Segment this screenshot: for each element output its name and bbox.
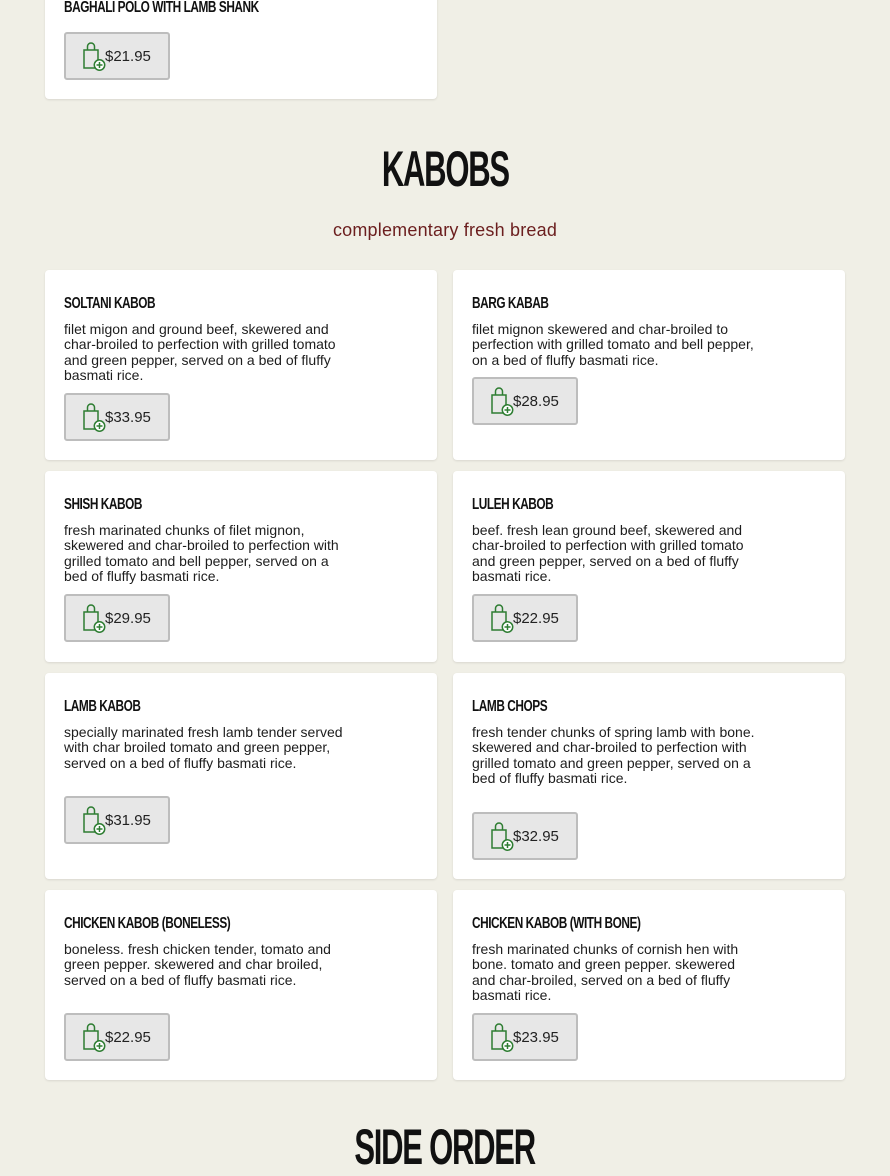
menu-item-card <box>45 270 437 460</box>
item-description: fresh tender chunks of spring lamb with bone. skewered and char-broiled to perfection with grilled tomato and green pepper, served on a bed of fluffy basmati rice. <box>472 724 755 786</box>
item-price: $33.95 <box>105 408 151 426</box>
item-description: filet migon and ground beef, skewered and char-broiled to perfection with grilled tomato and green pepper, served on a bed of fluffy basmati rice. <box>64 321 336 383</box>
shopping-bag-plus-icon <box>489 1022 515 1052</box>
item-description: fresh marinated chunks of cornish hen with bone. tomato and green pepper. skewered and char-broiled, served on a bed of fluffy basmati rice. <box>472 941 739 1003</box>
add-to-cart-button[interactable] <box>472 1013 578 1061</box>
item-title: LAMB KABOB <box>64 698 141 715</box>
add-to-cart-button[interactable] <box>64 393 170 441</box>
menu-item-card <box>453 471 845 662</box>
menu-item-card <box>45 673 437 879</box>
shopping-bag-plus-icon <box>81 1022 107 1052</box>
menu-item-card <box>45 890 437 1080</box>
next-section-title: SIDE ORDER <box>354 1119 536 1175</box>
menu-item-card <box>453 890 845 1080</box>
item-description: fresh marinated chunks of filet mignon, skewered and char-broiled to perfection with grilled tomato and bell pepper, served on a bed of fluffy basmati rice. <box>64 522 339 584</box>
section-subtitle: complementary fresh bread <box>332 220 558 240</box>
item-description: beef. fresh lean ground beef, skewered and char-broiled to perfection with grilled tomato and green pepper, served on a bed of fluffy basmati rice. <box>472 522 744 584</box>
item-price: $22.95 <box>513 609 559 627</box>
add-to-cart-button[interactable] <box>472 812 578 860</box>
item-title: LAMB CHOPS <box>472 698 548 715</box>
menu-item-card <box>45 471 437 662</box>
menu-item-card <box>453 673 845 879</box>
section-title: KABOBS <box>381 141 509 197</box>
item-title: CHICKEN KABOB (WITH BONE) <box>472 915 641 932</box>
item-title: SOLTANI KABOB <box>64 295 156 312</box>
item-price: $31.95 <box>105 811 151 829</box>
item-price: $28.95 <box>513 392 559 410</box>
menu-item-card <box>45 0 437 99</box>
item-title: BARG KABAB <box>472 295 549 312</box>
shopping-bag-plus-icon <box>81 402 107 432</box>
item-title: LULEH KABOB <box>472 496 554 513</box>
item-title: CHICKEN KABOB (BONELESS) <box>64 915 231 932</box>
item-title: BAGHALI POLO WITH LAMB SHANK <box>64 0 259 16</box>
add-to-cart-button[interactable] <box>472 594 578 642</box>
menu-item-card <box>453 270 845 460</box>
add-to-cart-button[interactable] <box>64 594 170 642</box>
item-price: $22.95 <box>105 1028 151 1046</box>
item-description: filet mignon skewered and char-broiled to perfection with grilled tomato and bell pepper, on a bed of fluffy basmati rice. <box>472 321 754 368</box>
item-price: $21.95 <box>105 47 151 65</box>
add-to-cart-button[interactable] <box>64 1013 170 1061</box>
shopping-bag-plus-icon <box>489 603 515 633</box>
shopping-bag-plus-icon <box>489 821 515 851</box>
item-description: boneless. fresh chicken tender, tomato and green pepper. skewered and char broiled, served on a bed of fluffy basmati rice. <box>64 941 331 988</box>
item-price: $23.95 <box>513 1028 559 1046</box>
add-to-cart-button[interactable] <box>64 796 170 844</box>
item-price: $32.95 <box>513 827 559 845</box>
shopping-bag-plus-icon <box>81 603 107 633</box>
add-to-cart-button[interactable] <box>472 377 578 425</box>
shopping-bag-plus-icon <box>81 41 107 71</box>
add-to-cart-button[interactable] <box>64 32 170 80</box>
item-description: specially marinated fresh lamb tender served with char broiled tomato and green pepper, served on a bed of fluffy basmati rice. <box>64 724 343 771</box>
shopping-bag-plus-icon <box>489 386 515 416</box>
item-title: SHISH KABOB <box>64 496 143 513</box>
item-price: $29.95 <box>105 609 151 627</box>
shopping-bag-plus-icon <box>81 805 107 835</box>
